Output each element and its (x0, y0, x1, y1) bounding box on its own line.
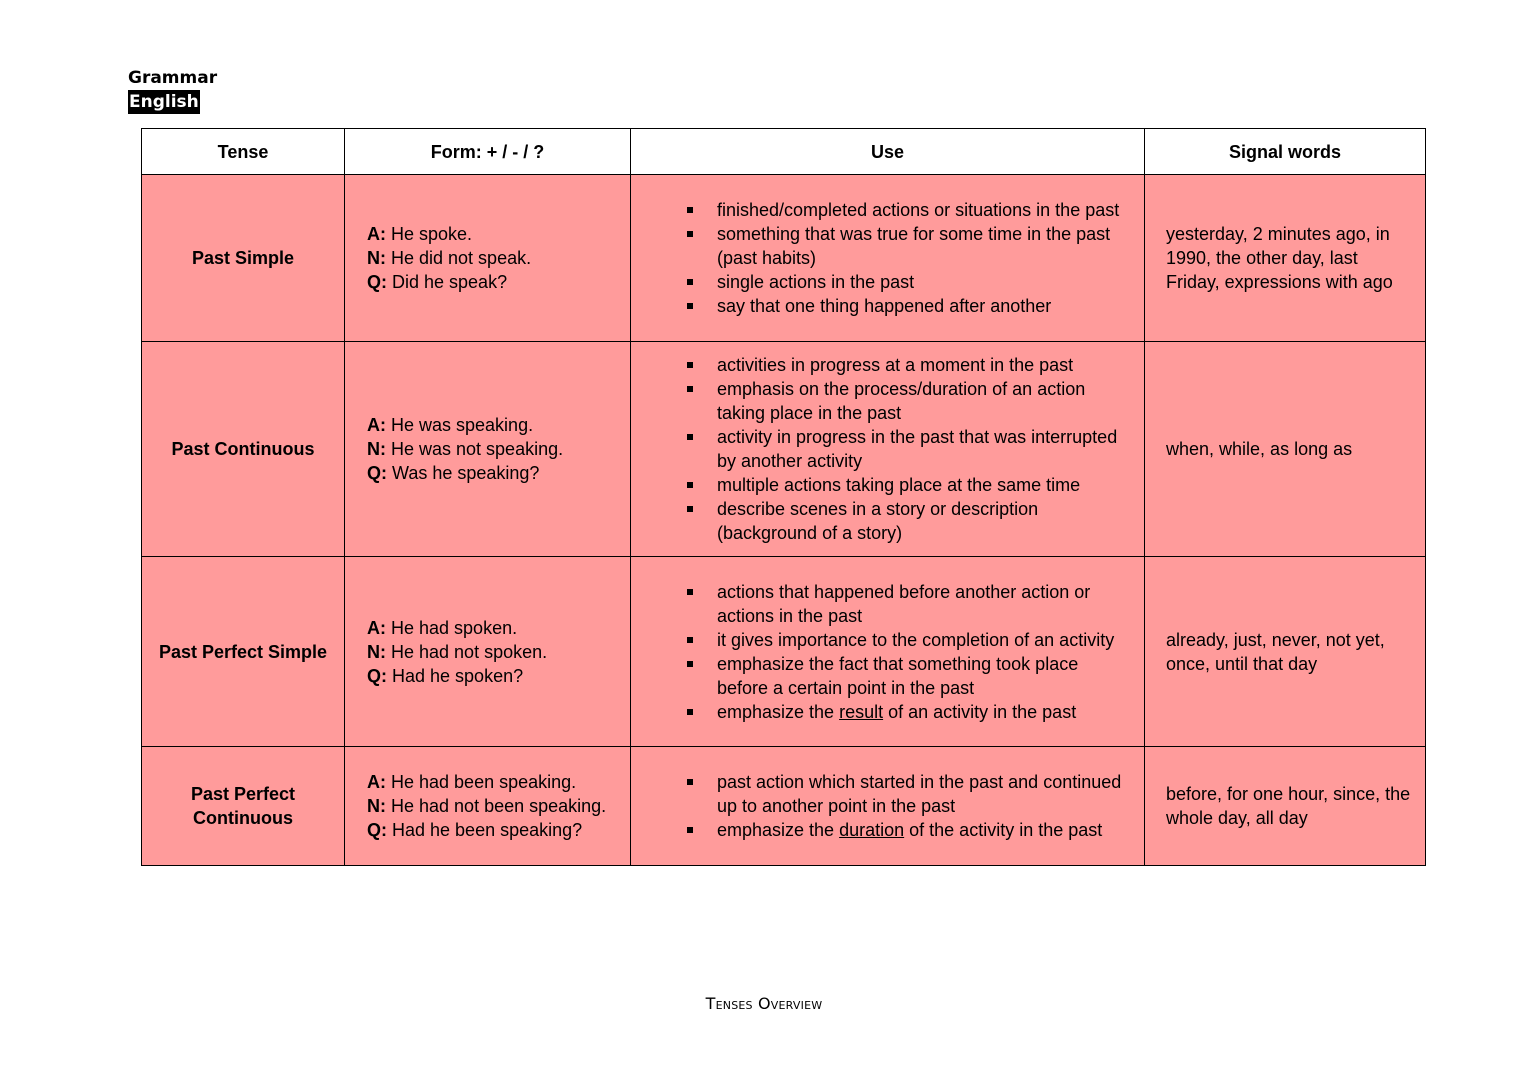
table-row (142, 175, 1426, 342)
use-item: emphasize the result of an activity in the past (687, 700, 1134, 724)
use-list (687, 353, 1134, 545)
tense-name: Past Simple (142, 175, 345, 342)
use-item: it gives importance to the completion of an activity (687, 628, 1134, 652)
use-item: actions that happened before another action or actions in the past (687, 580, 1134, 628)
use-item: activity in progress in the past that was interrupted by another activity (687, 425, 1134, 473)
form-cell (345, 557, 631, 747)
column-header-tense: Tense (142, 129, 345, 175)
table-row (142, 342, 1426, 557)
table-body (142, 175, 1426, 866)
use-cell (631, 747, 1145, 866)
form-affirmative: A: He had been speaking. (367, 772, 577, 792)
use-item: activities in progress at a moment in the past (687, 353, 1134, 377)
use-item: multiple actions taking place at the same time (687, 473, 1134, 497)
use-item: emphasis on the process/duration of an action taking place in the past (687, 377, 1134, 425)
use-cell (631, 557, 1145, 747)
signal-words: when, while, as long as (1145, 342, 1426, 557)
use-item: emphasize the fact that something took place before a certain point in the past (687, 652, 1134, 700)
column-header-use: Use (631, 129, 1145, 175)
form-question: Q: Was he speaking? (367, 463, 540, 483)
use-cell (631, 342, 1145, 557)
language-label: English (129, 92, 199, 112)
tenses-table (141, 128, 1426, 866)
tense-name: Past Continuous (142, 342, 345, 557)
form-negative: N: He did not speak. (367, 248, 532, 268)
form-negative: N: He was not speaking. (367, 439, 564, 459)
use-item: say that one thing happened after another (687, 294, 1134, 318)
use-cell (631, 175, 1145, 342)
form-question: Q: Had he been speaking? (367, 820, 583, 840)
form-cell (345, 175, 631, 342)
form-cell (345, 747, 631, 866)
form-question: Q: Did he speak? (367, 272, 508, 292)
subject-title: Grammar (128, 68, 218, 88)
form-affirmative: A: He was speaking. (367, 415, 534, 435)
tense-name: Past Perfect Simple (142, 557, 345, 747)
form-question: Q: Had he spoken? (367, 665, 524, 686)
table-row (142, 747, 1426, 866)
use-item: past action which started in the past and continued up to another point in the past (687, 770, 1134, 818)
use-item: something that was true for some time in the past (past habits) (687, 222, 1134, 270)
table-header-row (142, 129, 1426, 175)
use-item: finished/completed actions or situations in the past (687, 198, 1134, 222)
column-header-signal-words: Signal words (1145, 129, 1426, 175)
footer-title: Tenses Overview (705, 994, 823, 1013)
document-header (128, 66, 217, 114)
signal-words: yesterday, 2 minutes ago, in 1990, the other day, last Friday, expressions with ago (1145, 175, 1426, 342)
column-header-form: Form: + / - / ? (345, 129, 631, 175)
use-item: emphasize the duration of the activity in the past (687, 818, 1134, 842)
form-cell (345, 342, 631, 557)
form-negative: N: He had not spoken. (367, 641, 548, 662)
form-affirmative: A: He spoke. (367, 224, 473, 244)
tense-name: Past Perfect Continuous (142, 747, 345, 866)
use-item: describe scenes in a story or description (background of a story) (687, 497, 1134, 545)
use-item: single actions in the past (687, 270, 1134, 294)
signal-words: before, for one hour, since, the whole day, all day (1145, 747, 1426, 866)
signal-words: already, just, never, not yet, once, until that day (1145, 557, 1426, 747)
form-negative: N: He had not been speaking. (367, 796, 607, 816)
use-list (687, 580, 1134, 724)
use-list (687, 198, 1134, 318)
table-row (142, 557, 1426, 747)
use-list (687, 770, 1134, 842)
form-affirmative: A: He had spoken. (367, 617, 518, 638)
